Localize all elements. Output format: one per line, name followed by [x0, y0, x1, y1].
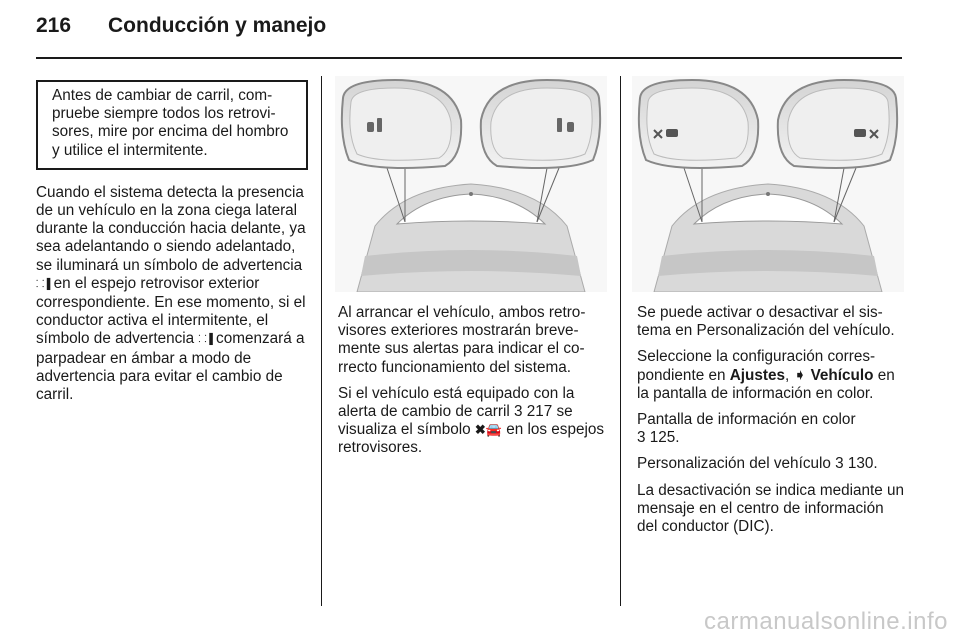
settings-label: Ajustes — [729, 366, 785, 384]
lane-text-a: Si el vehículo está equipado con la alerta de cambio de carril — [338, 384, 575, 421]
column-3 — [637, 304, 905, 544]
figure-mirrors-lane-change — [632, 76, 904, 292]
personalization-paragraph — [637, 455, 905, 473]
startup-paragraph: Al arrancar el vehículo, ambos retrovisores exteriores mostrarán brevemente sus alertas para indicar el correcto funcionamiento del sistema. — [338, 304, 586, 376]
para-text-c: comenzará a parpadear en ámbar a modo de advertencia para evitar el cambio de carril. — [36, 330, 305, 404]
blind-spot-icon: ⸬▐ — [198, 334, 212, 346]
settings-text-a: Seleccione la configuración correspondiente en — [637, 348, 876, 384]
lane-text-b: se visualiza el símbolo — [338, 403, 573, 439]
deactivation-paragraph: La desactivación se indica mediante un mensaje en el centro de información del conductor (DIC). — [637, 481, 905, 536]
lane-change-paragraph — [338, 385, 606, 458]
lane-text-c: en los espejos retrovisores. — [338, 421, 605, 457]
column-1 — [36, 80, 308, 412]
lane-change-icon: ✖🚘 — [474, 422, 502, 438]
settings-text-b: en la pantalla de información en color. — [637, 366, 895, 402]
blind-spot-paragraph — [36, 184, 308, 404]
page-header — [36, 14, 326, 38]
vehicle-label: Vehículo — [810, 366, 874, 384]
page-title: Conducción y manejo — [108, 14, 327, 37]
column-divider-2 — [620, 76, 621, 606]
left-mirror — [639, 80, 758, 168]
right-mirror — [778, 80, 897, 168]
para-text-b: en el espejo retrovisor exterior correspondiente. En ese momento, si el conductor activa el intermitente, el símbolo de advertencia — [36, 274, 306, 348]
note-box — [36, 80, 308, 170]
blind-spot-icon: ⸬▐ — [36, 278, 50, 290]
activate-paragraph: Se puede activar o desactivar el sistema en Personalización del vehículo. — [637, 304, 895, 340]
column-2 — [338, 304, 606, 466]
left-mirror — [342, 80, 461, 168]
page-ref-130: 3 130. — [835, 455, 878, 473]
page-ref-125: 3 125. — [637, 429, 680, 447]
arrow-icon: ➧ — [793, 366, 807, 384]
settings-paragraph — [637, 348, 905, 403]
column-divider-1 — [321, 76, 322, 606]
separator: , — [784, 366, 790, 384]
watermark: carmanualsonline.info — [704, 608, 948, 635]
note-text: Antes de cambiar de carril, compruebe siempre todos los retrovisores, mire por encima del hombro y utilice el intermitente. — [52, 87, 289, 159]
para-text-a: Cuando el sistema detecta la presencia de un vehículo en la zona ciega lateral durante la conducción hacia delante, ya sea adelantando o siendo adelantado, se iluminará un símbolo de advertencia — [36, 183, 306, 274]
header-rule — [36, 57, 902, 59]
color-display-paragraph — [637, 411, 905, 447]
page-number: 216 — [36, 14, 72, 37]
color-display-text: Pantalla de información en color — [637, 411, 856, 429]
right-mirror — [481, 80, 600, 168]
page-ref-217: 3 217 — [514, 403, 553, 421]
personalization-text: Personalización del vehículo — [637, 455, 831, 473]
figure-mirrors-blind-spot — [335, 76, 607, 292]
